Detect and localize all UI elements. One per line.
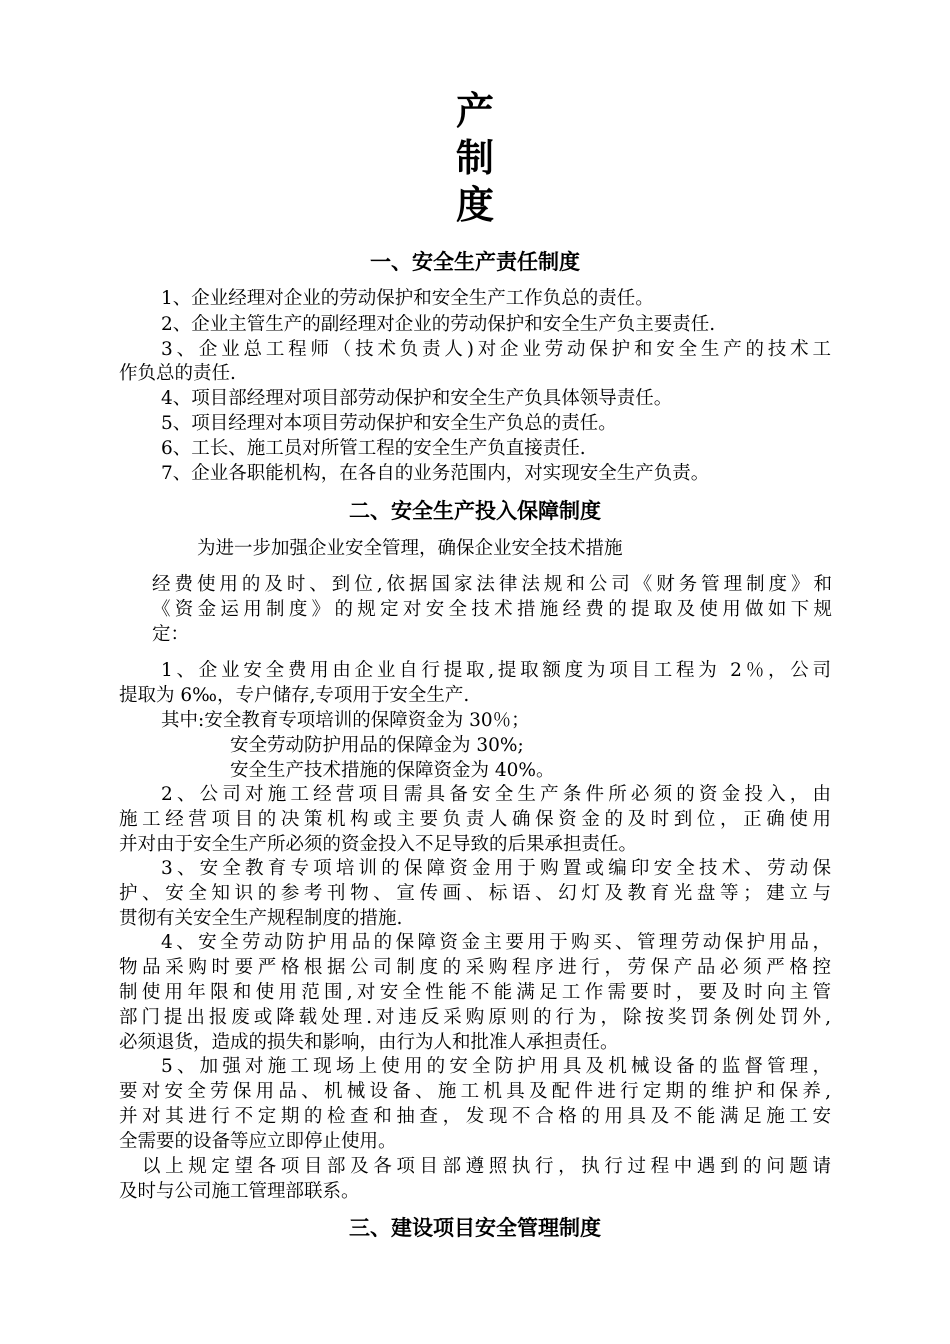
paragraph-line: 安全生产技术措施的保障资金为 40%。 <box>230 760 555 781</box>
paragraph-line: 为进一步加强企业安全管理，确保企业安全技术措施 <box>197 538 623 559</box>
paragraph-line: 5、项目经理对本项目劳动保护和安全生产负总的责任。 <box>161 413 617 434</box>
paragraph-line: 要对安全劳保用品、机械设备、施工机具及配件进行定期的维护和保养, <box>119 1081 831 1102</box>
paragraph-line: 定： <box>152 624 190 645</box>
document-title <box>0 88 950 229</box>
paragraph-line: 经费使用的及时、到位,依据国家法律法规和公司《财务管理制度》和 <box>152 574 832 595</box>
paragraph-line: 1、企业安全费用由企业自行提取,提取额度为项目工程为 2％，公司 <box>161 660 831 681</box>
paragraph-line: 4、安全劳动防护用品的保障资金主要用于购买、管理劳动保护用品， <box>161 932 831 953</box>
paragraph-line: 并对由于安全生产所必须的资金投入不足导致的后果承担责任。 <box>119 834 638 855</box>
paragraph-line: 提取为 6‰，专户储存,专项用于安全生产. <box>119 685 470 706</box>
paragraph-line: 制使用年限和使用范围,对安全性能不能满足工作需要时，要及时向主管 <box>119 982 831 1003</box>
paragraph-line: 必须退货，造成的损失和影响，由行为人和批准人承担责任。 <box>119 1032 619 1053</box>
paragraph-line: 及时与公司施工管理部联系。 <box>119 1181 360 1202</box>
paragraph-line: 6、工长、施工员对所管工程的安全生产负直接责任. <box>161 438 586 459</box>
paragraph-line: 4、项目部经理对项目部劳动保护和安全生产负具体领导责任。 <box>161 388 673 409</box>
paragraph-line: 7、企业各职能机构，在各自的业务范围内，对实现安全生产负责。 <box>161 463 710 484</box>
paragraph-line: 《资金运用制度》的规定对安全技术措施经费的提取及使用做如下规 <box>152 599 832 620</box>
section-heading-3: 三、建设项目安全管理制度 <box>349 1216 601 1240</box>
title-char: 度 <box>455 183 494 227</box>
paragraph-line: 作负总的责任. <box>119 363 236 384</box>
paragraph-line: 护、安全知识的参考刊物、宣传画、标语、幻灯及教育光盘等；建立与 <box>119 883 831 904</box>
paragraph-line: 安全劳动防护用品的保障金为 30%; <box>230 735 524 756</box>
section-heading-2: 二、安全生产投入保障制度 <box>349 499 601 523</box>
paragraph-line: 施工经营项目的决策机构或主要负责人确保资金的及时到位，正确使用 <box>119 809 831 830</box>
paragraph-line: 2、企业主管生产的副经理对企业的劳动保护和安全生产负主要责任. <box>161 314 716 335</box>
paragraph-line: 2、公司对施工经营项目需具备安全生产条件所必须的资金投入，由 <box>161 784 831 805</box>
paragraph-line: 1、企业经理对企业的劳动保护和安全生产工作负总的责任。 <box>161 288 654 309</box>
paragraph-line: 物品采购时要严格根据公司制度的采购程序进行，劳保产品必须严格控 <box>119 957 831 978</box>
paragraph-line: 其中:安全教育专项培训的保障资金为 30％； <box>161 710 530 731</box>
title-char: 制 <box>455 136 494 180</box>
title-char: 产 <box>455 89 494 133</box>
paragraph-line: 3、企业总工程师（技术负责人)对企业劳动保护和安全生产的技术工 <box>161 339 831 360</box>
paragraph-line: 部门提出报废或降载处理.对违反采购原则的行为，除按奖罚条例处罚外, <box>119 1007 831 1028</box>
paragraph-line: 并对其进行不定期的检查和抽查，发现不合格的用具及不能满足施工安 <box>119 1106 831 1127</box>
paragraph-line: 全需要的设备等应立即停止使用。 <box>119 1131 397 1152</box>
paragraph-line: 3、安全教育专项培训的保障资金用于购置或编印安全技术、劳动保 <box>161 858 831 879</box>
paragraph-line: 5、加强对施工现场上使用的安全防护用具及机械设备的监督管理， <box>161 1056 831 1077</box>
section-heading-1: 一、安全生产责任制度 <box>370 250 580 274</box>
paragraph-line: 贯彻有关安全生产规程制度的措施. <box>119 908 403 929</box>
paragraph-line: 以上规定望各项目部及各项目部遵照执行，执行过程中遇到的问题请 <box>142 1156 831 1177</box>
